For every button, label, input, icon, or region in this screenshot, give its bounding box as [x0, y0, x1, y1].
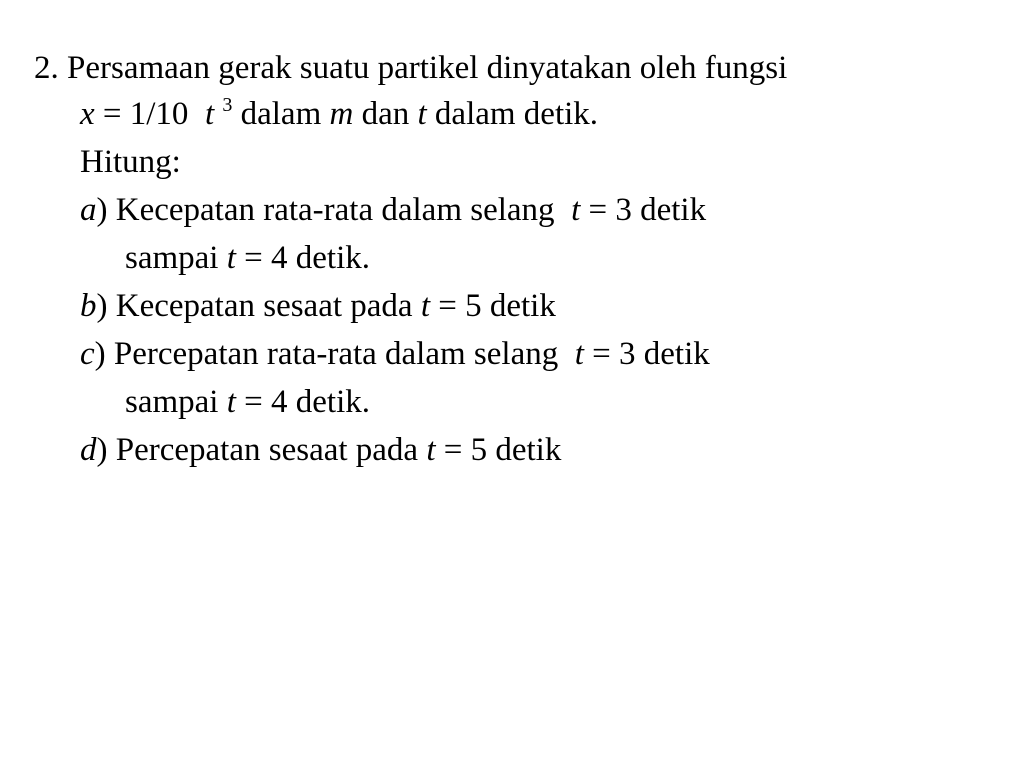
item-c-line-2-text: sampai [125, 384, 227, 420]
equation-text-2: dan [353, 96, 418, 132]
item-c-t-variable: t [574, 336, 584, 372]
problem-header-text: 2. Persamaan gerak suatu partikel dinyatakan oleh fungsi [34, 50, 788, 86]
item-b-t-variable: t [420, 288, 430, 324]
item-c-line-2 [125, 386, 370, 419]
equation-text-3: dalam detik. [426, 96, 599, 132]
item-d-text: ) Percepatan sesaat pada [96, 432, 427, 468]
item-c-letter: c [80, 336, 95, 372]
equation-text-1: dalam [232, 96, 330, 132]
item-b-text: ) Kecepatan sesaat pada [96, 288, 421, 324]
item-a-line-2-rest: = 4 detik. [235, 240, 371, 276]
item-b-line-1 [80, 290, 556, 323]
item-a-line-2-text: sampai [125, 240, 227, 276]
item-a-line-2 [125, 242, 370, 275]
item-d-line-1 [80, 434, 561, 467]
t-variable-2: t [417, 96, 427, 132]
item-b-letter: b [80, 288, 97, 324]
problem-header [34, 52, 787, 85]
item-d-t-variable: t [426, 432, 436, 468]
item-a-line-1 [80, 194, 706, 227]
item-a-t-variable: t [571, 192, 581, 228]
t-variable: t [204, 96, 215, 132]
exponent: 3 [222, 94, 233, 116]
item-c-text: ) Percepatan rata-rata dalam selang [94, 336, 575, 372]
item-a-t-variable-2: t [226, 240, 236, 276]
item-a-text: ) Kecepatan rata-rata dalam selang [96, 192, 572, 228]
item-c-line-2-rest: = 4 detik. [235, 384, 371, 420]
hitung-label [80, 146, 181, 179]
item-a-rest: = 3 detik [580, 192, 707, 228]
equation-coefficient: = 1/10 [94, 96, 205, 132]
item-a-letter: a [80, 192, 97, 228]
item-c-line-1 [80, 338, 710, 371]
item-d-letter: d [80, 432, 97, 468]
item-c-t-variable-2: t [226, 384, 236, 420]
hitung-text: Hitung: [80, 144, 181, 180]
item-b-rest: = 5 detik [429, 288, 556, 324]
x-variable: x [80, 96, 95, 132]
item-d-rest: = 5 detik [435, 432, 562, 468]
item-c-rest: = 3 detik [583, 336, 710, 372]
equation-line [80, 94, 599, 132]
m-variable: m [329, 96, 354, 132]
